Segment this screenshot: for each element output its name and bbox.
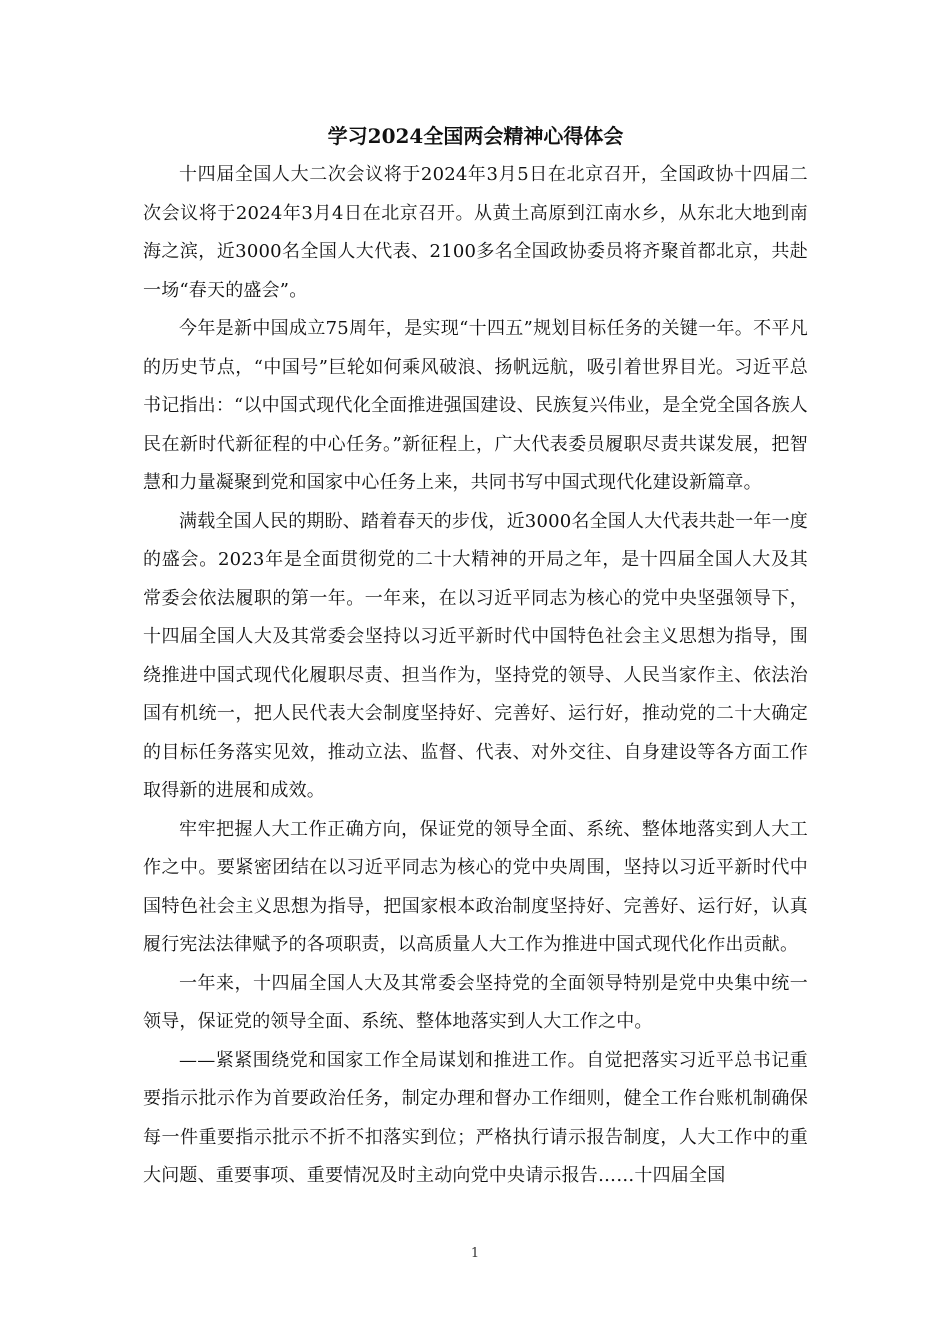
document-body xyxy=(143,116,808,1196)
paragraph-4: 牢牢把握人大工作正确方向，保证党的领导全面、系统、整体地落实到人大工作之中。要紧密团结在以习近平同志为核心的党中央周围，坚持以习近平新时代中国特色社会主义思想为指导，把国家根本政治制度坚持好、完善好、运行好，认真履行宪法法律赋予的各项职责，以高质量人大工作为推进中国式现代化作出贡献。 xyxy=(143,818,808,955)
paragraph-2: 今年是新中国成立75周年，是实现“十四五”规划目标任务的关键一年。不平凡的历史节点，“中国号”巨轮如何乘风破浪、扬帆远航，吸引着世界目光。习近平总书记指出：“以中国式现代化全面推进强国建设、民族复兴伟业，是全党全国各族人民在新时代新征程的中心任务。”新征程上，广大代表委员履职尽责共谋发展，把智慧和力量凝聚到党和国家中心任务上来，共同书写中国式现代化建设新篇章。 xyxy=(143,318,808,493)
document-title: 学习2024全国两会精神心得体会 xyxy=(327,124,624,148)
paragraph-5: 一年来，十四届全国人大及其常委会坚持党的全面领导特别是党中央集中统一领导，保证党的领导全面、系统、整体地落实到人大工作之中。 xyxy=(143,972,808,1032)
paragraph-1: 十四届全国人大二次会议将于2024年3月5日在北京召开，全国政协十四届二次会议将于2024年3月4日在北京召开。从黄土高原到江南水乡，从东北大地到南海之滨，近3000名全国人大代表、2100多名全国政协委员将齐聚首都北京，共赴一场“春天的盛会”。 xyxy=(143,164,808,301)
page-number: 1 xyxy=(470,1246,480,1261)
paragraph-3: 满载全国人民的期盼、踏着春天的步伐，近3000名全国人大代表共赴一年一度的盛会。2023年是全面贯彻党的二十大精神的开局之年，是十四届全国人大及其常委会依法履职的第一年。一年来，在以习近平同志为核心的党中央坚强领导下，十四届全国人大及其常委会坚持以习近平新时代中国特色社会主义思想为指导，围绕推进中国式现代化履职尽责、担当作为，坚持党的领导、人民当家作主、依法治国有机统一，把人民代表大会制度坚持好、完善好、运行好，推动党的二十大确定的目标任务落实见效，推动立法、监督、代表、对外交往、自身建设等各方面工作取得新的进展和成效。 xyxy=(143,510,809,801)
paragraph-6: ——紧紧围绕党和国家工作全局谋划和推进工作。自觉把落实习近平总书记重要指示批示作为首要政治任务，制定办理和督办工作细则，健全工作台账机制确保每一件重要指示批示不折不扣落实到位；严格执行请示报告制度，人大工作中的重大问题、重要事项、重要情况及时主动向党中央请示报告……十四届全国 xyxy=(143,1049,808,1186)
